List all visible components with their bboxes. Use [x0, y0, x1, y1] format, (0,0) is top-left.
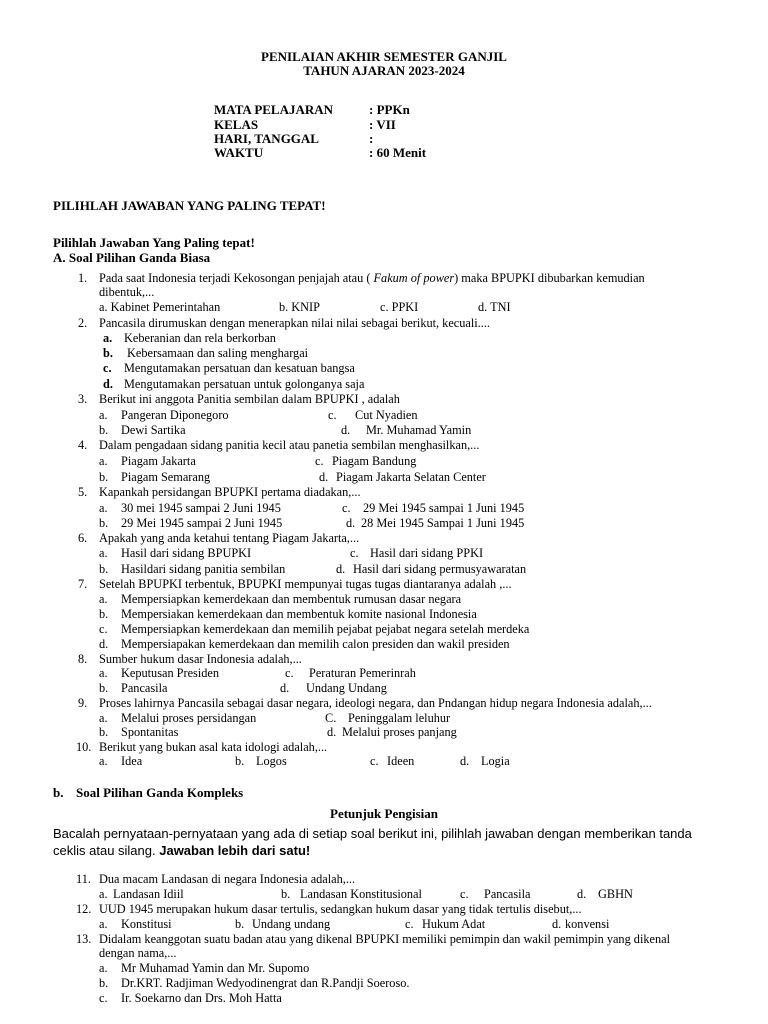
option-letter: b. — [281, 887, 291, 901]
option-letter: c. — [328, 408, 337, 422]
question-number: 5. — [78, 485, 88, 499]
question-number: 11. — [76, 872, 91, 886]
option-letter: b. — [99, 516, 109, 530]
option-text: Hasil dari sidang BPUPKI — [121, 546, 252, 560]
option-letter: b. — [235, 754, 245, 768]
option-text: Hasildari sidang panitia sembilan — [121, 562, 286, 576]
option-text: Logia — [481, 754, 510, 768]
option-letter: c. — [103, 361, 112, 375]
question-text: Pancasila dirumuskan dengan menerapkan nilai nilai sebagai berikut, kecuali.... — [99, 316, 490, 330]
time-label: WAKTU — [214, 145, 264, 160]
option-text: Dr.KRT. Radjiman Wedyodinengrat dan R.Pandji Soeroso. — [121, 976, 410, 990]
option-text: Melalui proses panjang — [342, 725, 457, 739]
option-letter: b. — [99, 681, 109, 695]
option-text: Idea — [121, 754, 143, 768]
option-text: Hukum Adat — [422, 917, 486, 931]
option-letter: c. — [285, 666, 294, 680]
option-text: 30 mei 1945 sampai 2 Juni 1945 — [121, 501, 281, 515]
option-letter: d. — [319, 470, 329, 484]
guide-text-part: ceklis atau silang. — [53, 843, 160, 858]
option-letter: c. — [99, 622, 108, 636]
question-text: Apakah yang anda ketahui tentang Piagam Jakarta,... — [99, 531, 360, 545]
option-letter: d. — [103, 377, 113, 391]
option-letter: a. — [99, 754, 108, 768]
option-text: Keberanian dan rela berkorban — [124, 331, 276, 345]
question-text: Didalam keanggotan suatu badan atau yang dikenal BPUPKI memiliki pemimpin dan wakil pemimpin yang dikenal — [99, 932, 671, 946]
section-b-title: Soal Pilihan Ganda Kompleks — [76, 785, 244, 800]
option-letter: a. — [99, 408, 108, 422]
option-text: Cut Nyadien — [355, 408, 418, 422]
option: d. TNI — [478, 300, 511, 314]
option-text: konvensi — [565, 917, 610, 931]
option-text: GBHN — [598, 887, 633, 901]
option-text: Ir. Soekarno dan Drs. Moh Hatta — [121, 991, 282, 1005]
question-text: UUD 1945 merupakan hukum dasar tertulis, sedangkan hukum dasar yang tidak tertulis disebut,... — [99, 902, 582, 916]
subject-label: MATA PELAJARAN — [214, 102, 334, 117]
option-text: Pancasila — [121, 681, 168, 695]
question-number: 10. — [76, 740, 92, 754]
date-value: : — [369, 131, 374, 146]
option-text: Landasan Konstitusional — [300, 887, 422, 901]
option-text: Piagam Jakarta Selatan Center — [336, 470, 486, 484]
question-text: Berikut ini anggota Panitia sembilan dalam BPUPKI , adalah — [99, 392, 400, 406]
guide-text-line2 — [53, 843, 310, 858]
option-letter: b. — [99, 725, 109, 739]
option-letter: b. — [99, 562, 109, 576]
option-text: Hasil dari sidang permusyawaratan — [353, 562, 527, 576]
option-letter: b. — [103, 346, 113, 360]
option-letter: c. — [370, 754, 379, 768]
option-letter: c. — [405, 917, 414, 931]
option-text: Ideen — [387, 754, 415, 768]
guide-text: Bacalah pernyataan-pernyataan yang ada di setiap soal berikut ini, pilihlah jawaban dengan memberikan tanda — [53, 826, 692, 841]
option-letter: d. — [346, 516, 356, 530]
question-number: 3. — [78, 392, 88, 406]
option-letter: a. — [99, 592, 108, 606]
option-text: Melalui proses persidangan — [121, 711, 257, 725]
question-number: 8. — [78, 652, 88, 666]
option-letter: a. — [99, 501, 108, 515]
option-text: Peraturan Pemerinrah — [309, 666, 416, 680]
option-letter: a. — [99, 666, 108, 680]
question-text: Sumber hukum dasar Indonesia adalah,... — [99, 652, 302, 666]
option-letter: c. — [350, 546, 359, 560]
question-text-part: Pada saat Indonesia terjadi Kekosongan penjajah atau ( — [99, 271, 374, 285]
option-letter: a. — [103, 331, 113, 345]
option-letter: b. — [99, 470, 109, 484]
option-text: Pancasila — [484, 887, 531, 901]
option-text: Peninggalam leluhur — [348, 711, 451, 725]
main-instruction: PILIHLAH JAWABAN YANG PALING TEPAT! — [53, 198, 326, 213]
option-letter: d. — [336, 562, 346, 576]
sub-instruction: Pilihlah Jawaban Yang Paling tepat! — [53, 235, 255, 250]
option-text: Piagam Semarang — [121, 470, 211, 484]
option-letter: a. — [99, 711, 108, 725]
section-b-letter: b. — [53, 785, 64, 800]
option-letter: a. — [99, 454, 108, 468]
question-text: Dalam pengadaan sidang panitia kecil atau panetia sembilan menghasilkan,... — [99, 438, 480, 452]
subject-value: : PPKn — [369, 102, 410, 117]
option-text: Mempersiapakan kemerdekaan dan memilih calon presiden dan wakil presiden — [121, 637, 510, 651]
question-number: 2. — [78, 316, 88, 330]
question-text-part: ) maka BPUPKI dibubarkan kemudian — [454, 271, 645, 285]
question-text: Setelah BPUPKI terbentuk, BPUPKI mempunyai tugas tugas diantaranya adalah ,... — [99, 577, 512, 591]
option-letter: C. — [325, 711, 337, 725]
question-text — [99, 271, 645, 286]
option-text: Keputusan Presiden — [121, 666, 220, 680]
option-text: Mengutamakan persatuan dan kesatuan bangsa — [124, 361, 355, 375]
option-text: Logos — [256, 754, 287, 768]
option-text: Undang Undang — [306, 681, 387, 695]
section-a-title: A. Soal Pilihan Ganda Biasa — [53, 250, 211, 265]
option-text: Mempersiapkan kemerdekaan dan membentuk rumusan dasar negara — [121, 592, 462, 606]
question-text: Dua macam Landasan di negara Indonesia adalah,... — [99, 872, 356, 886]
option-letter: c. — [99, 991, 108, 1005]
time-value: : 60 Menit — [369, 145, 427, 160]
question-number: 9. — [78, 696, 88, 710]
option-letter: d. — [99, 637, 109, 651]
option-letter: c. — [315, 454, 324, 468]
option-letter: c. — [342, 501, 351, 515]
option-text: Dewi Sartika — [121, 423, 186, 437]
option: a. Kabinet Pemerintahan — [99, 300, 221, 314]
class-label: KELAS — [214, 117, 259, 132]
option-letter: b. — [99, 423, 109, 437]
option: b. KNIP — [279, 300, 320, 314]
option-letter: a. — [99, 961, 108, 975]
class-value: : VII — [369, 117, 396, 132]
question-text: Berikut yang bukan asal kata idologi adalah,... — [99, 740, 328, 754]
option-letter: b. — [99, 607, 109, 621]
option-text: Konstitusi — [121, 917, 172, 931]
option-text: Hasil dari sidang PPKI — [370, 546, 484, 560]
option-letter: d. — [341, 423, 351, 437]
option-letter: d. — [552, 917, 562, 931]
question-text-cont: dengan nama,... — [99, 946, 177, 960]
guide-text-emphasis: Jawaban lebih dari satu! — [159, 843, 311, 858]
option-letter: c. — [460, 887, 469, 901]
option-text: Piagam Jakarta — [121, 454, 196, 468]
exam-title: PENILAIAN AKHIR SEMESTER GANJIL — [261, 49, 507, 64]
option-text: Mempersiakan kemerdekaan dan membentuk komite nasional Indonesia — [121, 607, 477, 621]
option-letter: d. — [577, 887, 587, 901]
option-letter: d. — [280, 681, 290, 695]
option-text: Mr Muhamad Yamin dan Mr. Supomo — [121, 961, 310, 975]
option-text: Mengutamakan persatuan untuk golonganya saja — [124, 377, 365, 391]
option-letter: d. — [460, 754, 470, 768]
question-number: 6. — [78, 531, 88, 545]
option-letter: b. — [235, 917, 245, 931]
option-text: Landasan Idiil — [113, 887, 184, 901]
option-text: 28 Mei 1945 Sampai 1 Juni 1945 — [361, 516, 525, 530]
option-letter: a. — [99, 887, 108, 901]
question-text-italic: Fakum of power — [373, 271, 455, 285]
question-number: 4. — [78, 438, 88, 452]
question-number: 1. — [78, 271, 88, 285]
option-letter: d. — [327, 725, 337, 739]
option-text: Spontanitas — [121, 725, 179, 739]
option: c. PPKI — [380, 300, 419, 314]
question-number: 13. — [76, 932, 92, 946]
option-text: Mempersiapkan kemerdekaan dan memilih pejabat pejabat negara setelah merdeka — [121, 622, 530, 636]
question-text-cont: dibentuk,... — [99, 285, 155, 299]
option-text: Pangeran Diponegoro — [121, 408, 229, 422]
option-letter: a. — [99, 546, 108, 560]
question-number: 7. — [78, 577, 88, 591]
option-text: 29 Mei 1945 sampai 1 Juni 1945 — [363, 501, 525, 515]
question-number: 12. — [76, 902, 92, 916]
option-letter: a. — [99, 917, 108, 931]
option-text: Mr. Muhamad Yamin — [366, 423, 472, 437]
option-text: 29 Mei 1945 sampai 2 Juni 1945 — [121, 516, 283, 530]
academic-year: TAHUN AJARAN 2023-2024 — [303, 63, 465, 78]
date-label: HARI, TANGGAL — [214, 131, 319, 146]
question-text: Proses lahirnya Pancasila sebagai dasar negara, ideologi negara, dan Pndangan hidup negara Indonesia adalah,... — [99, 696, 652, 710]
option-text: Kebersamaan dan saling menghargai — [127, 346, 309, 360]
option-text: Undang undang — [252, 917, 331, 931]
option-text: Piagam Bandung — [332, 454, 417, 468]
question-text: Kapankah persidangan BPUPKI pertama diadakan,... — [99, 485, 361, 499]
guide-title: Petunjuk Pengisian — [330, 806, 438, 821]
option-letter: b. — [99, 976, 109, 990]
